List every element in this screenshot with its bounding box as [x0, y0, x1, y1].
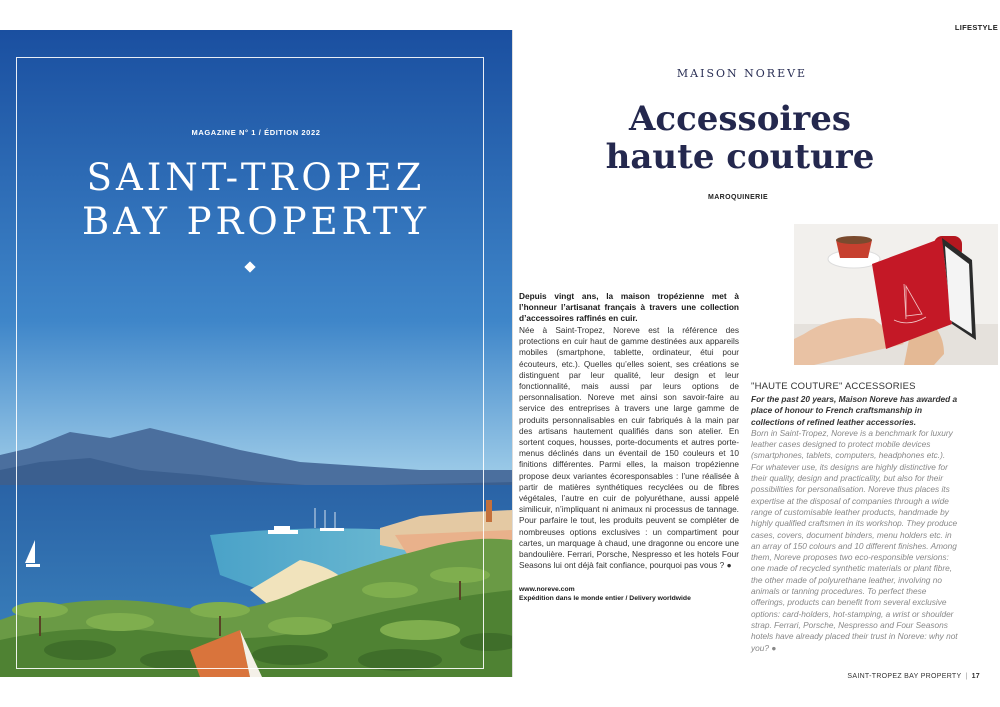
english-lead-paragraph: For the past 20 years, Maison Noreve has awarded a place of honour to French craftsmanship in collections of refined leather accessories. — [751, 394, 958, 427]
footer-magazine-name: SAINT-TROPEZ BAY PROPERTY — [847, 673, 962, 680]
section-tag: LIFESTYLE — [954, 23, 998, 32]
website-link[interactable]: www.noreve.com — [519, 586, 575, 594]
brand-name: MAISON NOREVE — [676, 67, 808, 80]
english-text-column — [751, 381, 958, 654]
leather-phone-case-image — [794, 224, 998, 365]
cover-title-line-1: SAINT-TROPEZ — [86, 156, 426, 199]
article-headline — [560, 100, 920, 176]
page-footer — [847, 673, 980, 680]
footer-separator: | — [965, 673, 968, 680]
cover-page — [0, 30, 512, 677]
english-title: "HAUTE COUTURE" ACCESSORIES — [751, 381, 916, 392]
headline-line-2: haute couture — [605, 137, 875, 177]
page-gutter — [512, 30, 513, 677]
cover-kicker: MAGAZINE N° 1 / ÉDITION 2022 — [191, 128, 321, 137]
cover-title — [0, 156, 512, 244]
cover-title-line-2: BAY PROPERTY — [82, 200, 430, 243]
shipping-info: Expédition dans le monde entier / Delivery worldwide — [519, 595, 691, 603]
english-body-paragraph: Born in Saint-Tropez, Noreve is a benchmark for luxury leather cases designed to protect mobile devices (smartphones, tablets, computers, headphones etc.). For whatever use, its designs are highly distinctive for their quality, design and practicality, but also for their possibilities for personalisation. Noreve thus places its expertise at the disposal of companies through a wide range of customisable leather products, handmade by highly qualified craftsmen in its workshop. They produce cases, covers, document binders, menu holders etc. in an array of 150 colours and 10 different finishes. Among them, Noreve proposes two eco-responsible versions: one made of recycled synthetic materials or plant fibre, the other made of polyurethane leather, involving no animals or tanning procedures. To perfect these offerings, products can benefit from several exclusive options: card-holders, hot-stamping, a wrist or shoulder strap. Ferrari, Porsche, Nespresso and Four Seasons hotels have already placed their trust in Noreve: why not you? ● — [751, 427, 958, 653]
article-category: MAROQUINERIE — [708, 194, 769, 201]
cover-frame — [16, 57, 484, 669]
french-body-paragraph: Née à Saint-Tropez, Noreve est la référence des protections en cuir haut de gamme destinées aux appareils mobiles (smartphone, tablette, ordinateur, étui pour écouteurs, etc.). Quelles qu’elles soient, ses créations se distinguent par leur qualité, leur design et leur fonctionnalité, mais aussi par leurs options de personnalisation. Noreve met ainsi son savoir-faire au service des entreprises à travers une large gamme de produits personnalisables en cuir fabriqués à la main par des artisans hautement qualifiés dans son atelier. En sortent coques, housses, porte-documents et autres porte-menus déclinés dans un éventail de 150 couleurs et 10 finitions différentes. Parmi elles, la maison tropézienne propose deux variantes écoresponsables : l’une réalisée à partir de matières synthétiques recyclées ou de fibres végétales, l’autre en cuir de polyuréthane, aussi appelé similicuir, n’impliquant ni animaux ni processus de tannage. Pour parfaire le tout, les produits peuvent se compléter de nombreuses options exclusives : un compartiment pour cartes, un marquage à chaud, une dragonne ou encore une bandoulière. Ferrari, Porsche, Nespresso et les hotels Four Seasons lui ont déjà fait confiance, pourquoi pas vous ? ● — [519, 325, 739, 571]
product-photo — [794, 224, 998, 365]
page-number: 17 — [971, 673, 980, 680]
french-lead-paragraph: Depuis vingt ans, la maison tropézienne met à l’honneur l’artisanat français à travers une collection d’accessoires raffinés en cuir. — [519, 291, 739, 323]
headline-line-1: Accessoires — [629, 99, 851, 139]
french-text-column — [519, 291, 739, 602]
